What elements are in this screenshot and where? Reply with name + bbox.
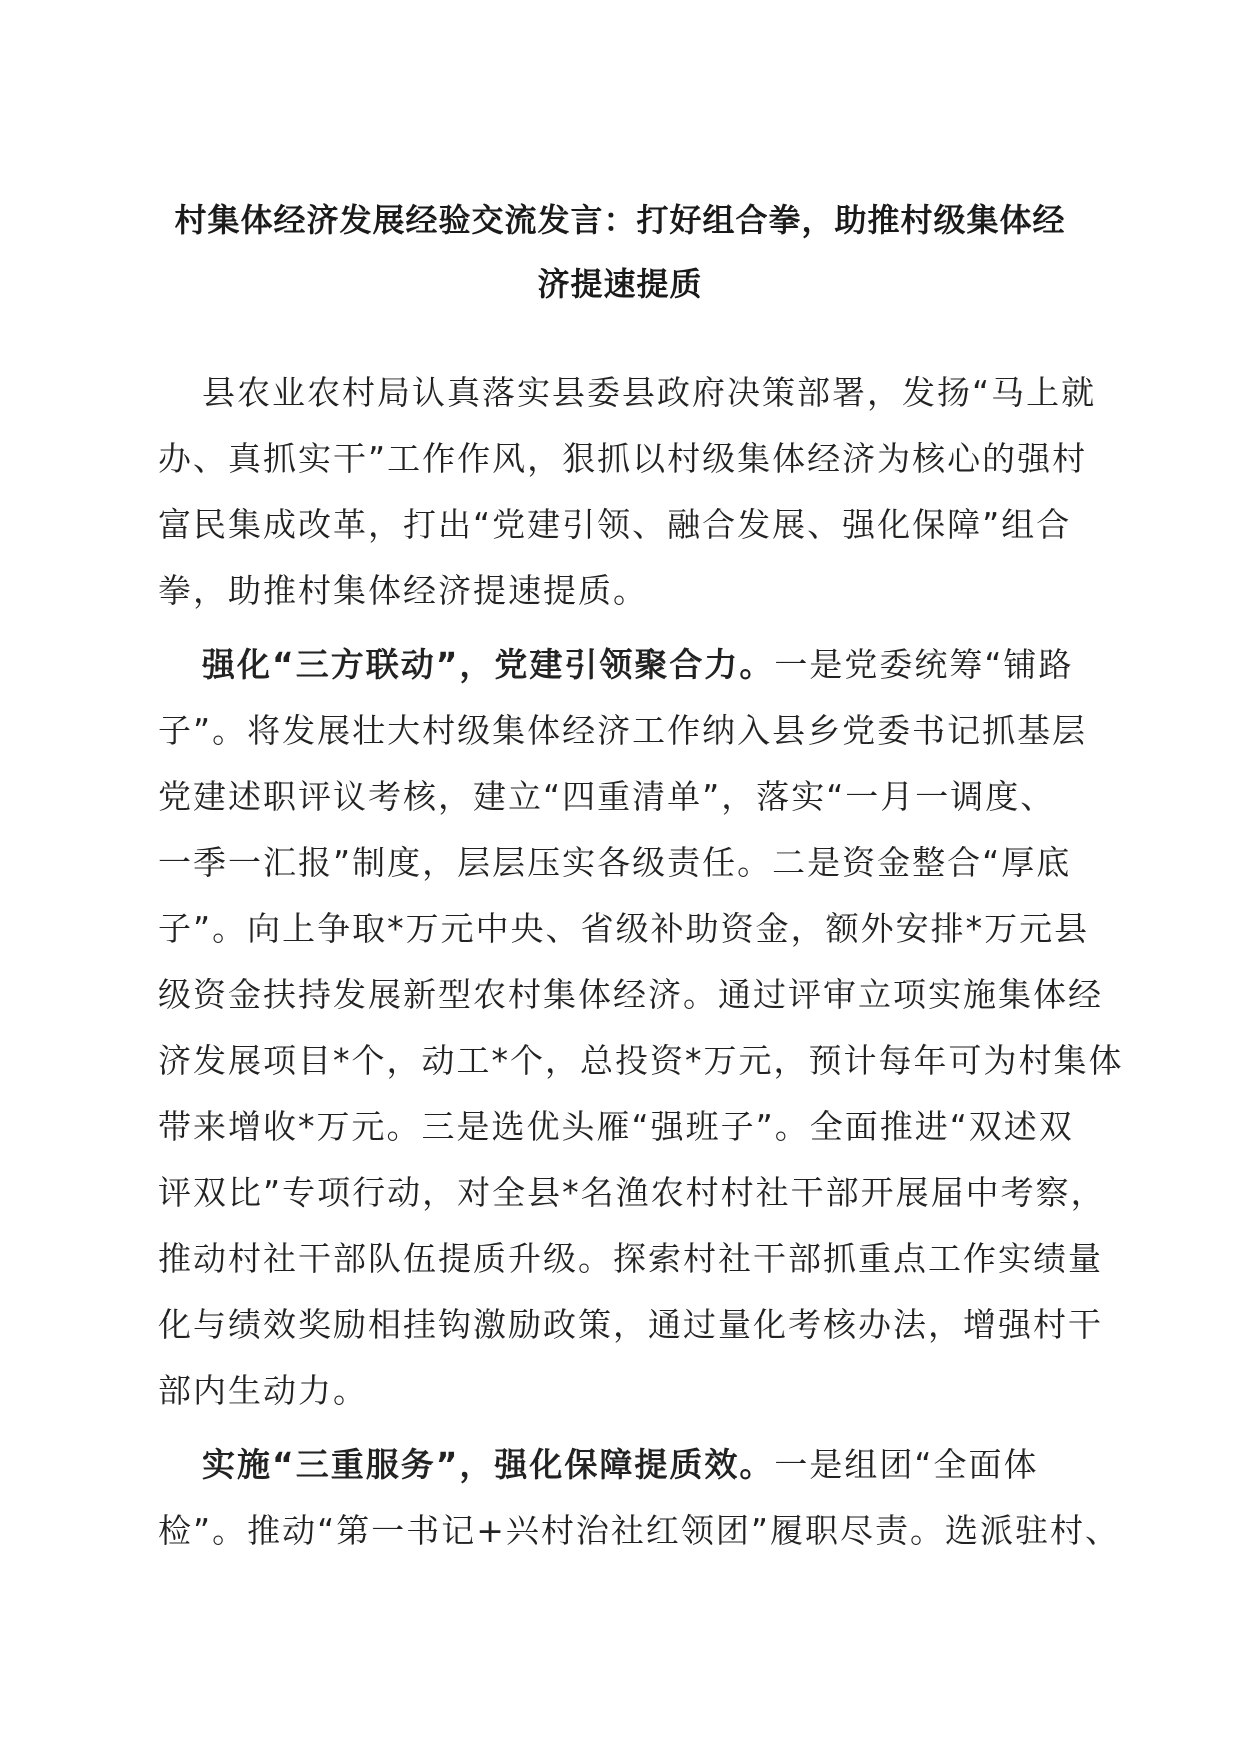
section-heading: 实施“三重服务”，强化保障提质效。 — [202, 1445, 775, 1484]
section-heading: 强化“三方联动”，党建引领聚合力。 — [202, 645, 775, 684]
paragraph-line: 部内生动力。 — [158, 1371, 368, 1410]
paragraph-services — [158, 1432, 1120, 1564]
paragraph-line: 子”。向上争取*万元中央、省级补助资金，额外安排*万元县 — [158, 909, 1090, 948]
paragraph-text: 一是组团“全面体 — [774, 1445, 1039, 1484]
paragraph-line: 评双比”专项行动，对全县*名渔农村村社干部开展届中考察， — [158, 1173, 1106, 1212]
paragraph-party-building — [158, 632, 1124, 1424]
paragraph-line: 一季一汇报”制度，层层压实各级责任。二是资金整合“厚底 — [158, 843, 1072, 882]
paragraph-line: 检”。推动“第一书记+兴村治社红领团”履职尽责。选派驻村、 — [158, 1511, 1120, 1550]
paragraph-line: 带来增收*万元。三是选优头雁“强班子”。全面推进“双述双 — [158, 1107, 1074, 1146]
paragraph-intro — [158, 360, 1097, 624]
paragraph-line: 县农业农村局认真落实县委县政府决策部署，发扬“马上就 — [202, 373, 1097, 412]
paragraph-line: 级资金扶持发展新型农村集体经济。通过评审立项实施集体经 — [158, 975, 1103, 1014]
paragraph-line: 党建述职评议考核，建立“四重清单”，落实“一月一调度、 — [158, 777, 1056, 816]
paragraph-line: 推动村社干部队伍提质升级。探索村社干部抓重点工作实绩量 — [158, 1239, 1103, 1278]
paragraph-text: 一是党委统筹“铺路 — [774, 645, 1074, 684]
title-line-1: 村集体经济发展经验交流发言：打好组合拳，助推村级集体经 — [174, 201, 1066, 239]
document-title — [160, 188, 1080, 316]
paragraph-line: 办、真抓实干”工作作风，狠抓以村级集体经济为核心的强村 — [158, 439, 1088, 478]
paragraph-first-line — [158, 632, 1088, 698]
paragraph-line: 化与绩效奖励相挂钩激励政策，通过量化考核办法，增强村干 — [158, 1305, 1103, 1344]
paragraph-line: 拳，助推村集体经济提速提质。 — [158, 571, 648, 610]
paragraph-line: 富民集成改革，打出“党建引领、融合发展、强化保障”组合 — [158, 505, 1072, 544]
paragraph-line: 济发展项目*个，动工*个，总投资*万元，预计每年可为村集体 — [158, 1041, 1124, 1080]
paragraph-first-line — [158, 1432, 1088, 1498]
title-line-2: 济提速提质 — [537, 265, 703, 303]
paragraph-line: 子”。将发展壮大村级集体经济工作纳入县乡党委书记抓基层 — [158, 711, 1088, 750]
document-body — [158, 360, 1124, 1572]
